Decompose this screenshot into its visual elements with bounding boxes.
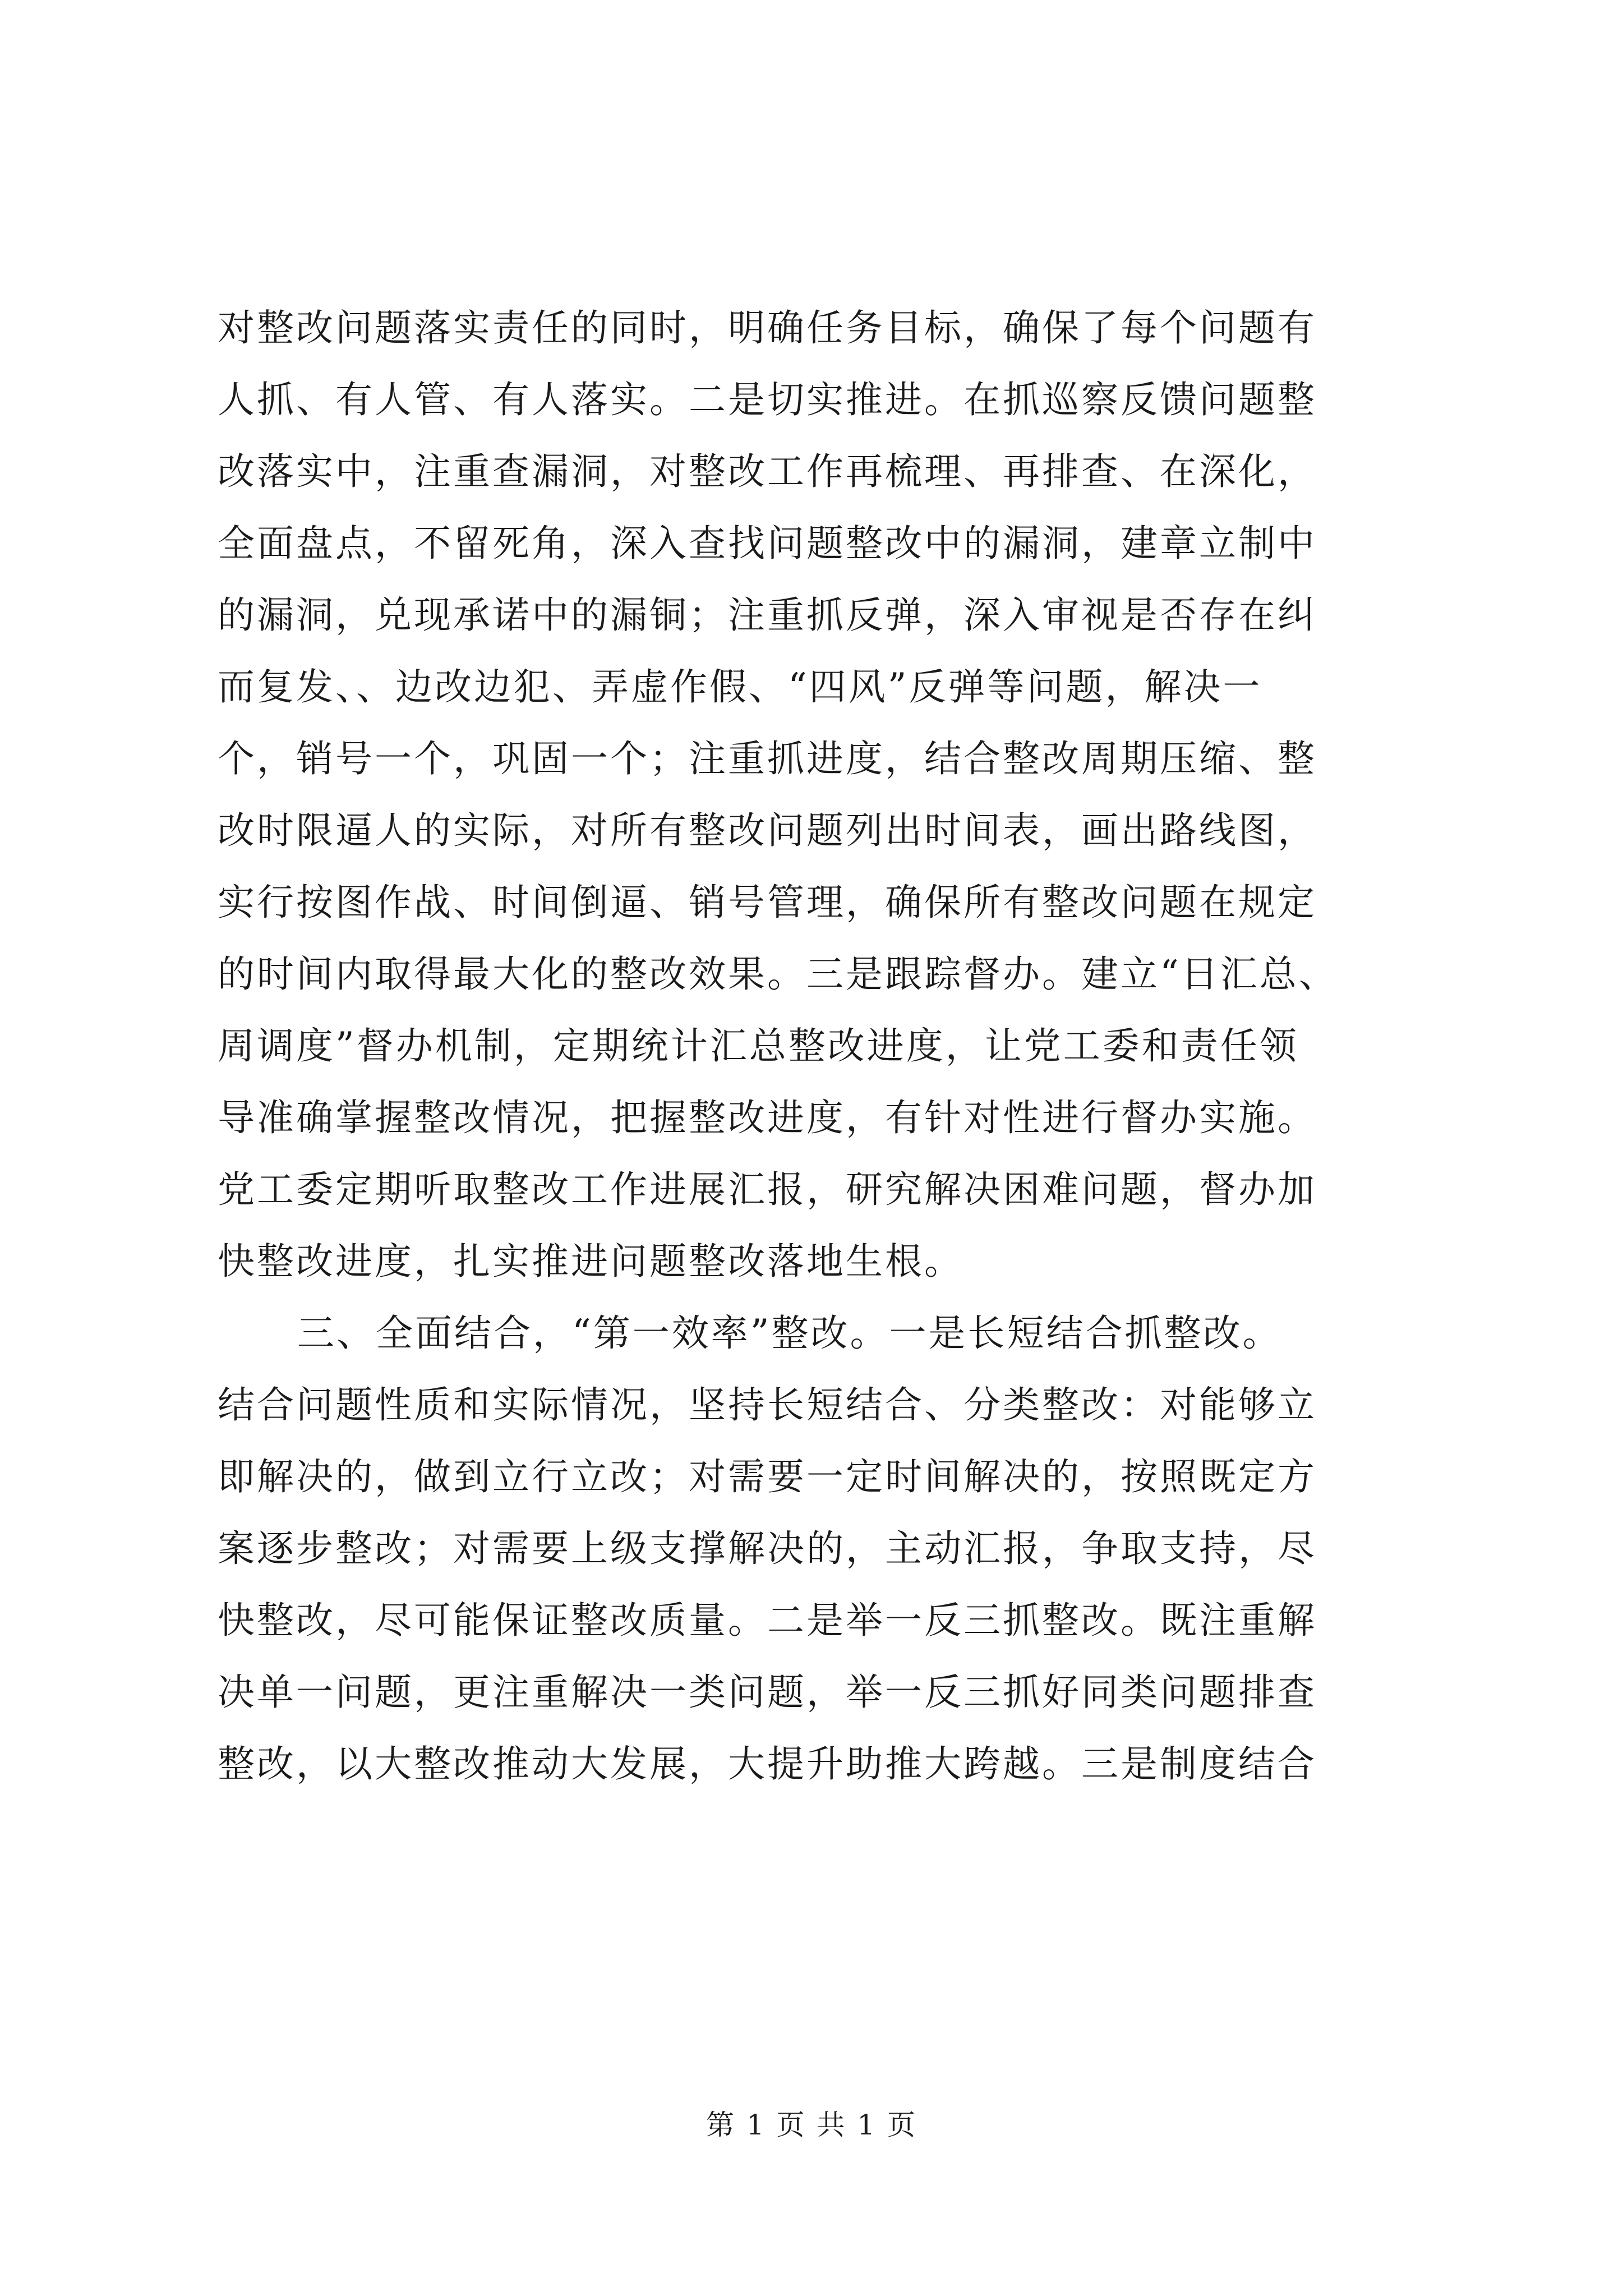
text-line: 整改，以大整改推动大发展，大提升助推大跨越。三是制度结合 <box>218 1742 1317 1786</box>
text-line: 的时间内取得最大化的整改效果。三是跟踪督办。建立“日汇总、 <box>218 953 1338 996</box>
text-line: 快整改，尽可能保证整改质量。二是举一反三抓整改。既注重解 <box>218 1599 1317 1642</box>
text-line: 个，销号一个，巩固一个；注重抓进度，结合整改周期压缩、整 <box>218 737 1317 780</box>
text-line: 的漏洞，兑现承诺中的漏铜；注重抓反弹，深入审视是否存在纠 <box>218 593 1317 637</box>
text-line: 结合问题性质和实际情况，坚持长短结合、分类整改：对能够立 <box>218 1383 1317 1427</box>
text-line: 全面盘点，不留死角，深入查找问题整改中的漏洞，建章立制中 <box>218 522 1317 565</box>
text-line: 党工委定期听取整改工作进展汇报，研究解决困难问题，督办加 <box>218 1168 1317 1211</box>
document-body <box>218 292 1423 1800</box>
text-line: 决单一问题，更注重解决一类问题，举一反三抓好同类问题排查 <box>218 1671 1317 1714</box>
text-line: 改时限逼人的实际，对所有整改问题列出时间表，画出路线图， <box>218 809 1317 852</box>
text-line: 对整改问题落实责任的同时，明确任务目标，确保了每个问题有 <box>218 306 1317 349</box>
text-line: 即解决的，做到立行立改；对需要一定时间解决的，按照既定方 <box>218 1455 1317 1498</box>
text-line: 导准确掌握整改情况，把握整改进度，有针对性进行督办实施。 <box>218 1096 1317 1139</box>
text-line: 而复发、、边改边犯、弄虚作假、“四风”反弹等问题，解决一 <box>218 665 1262 708</box>
text-line: 周调度”督办机制，定期统计汇总整改进度，让党工委和责任领 <box>218 1024 1299 1068</box>
text-line: 改落实中，注重查漏洞，对整改工作再梳理、再排查、在深化， <box>218 450 1317 493</box>
text-line: 快整改进度，扎实推进问题整改落地生根。 <box>218 1240 963 1283</box>
text-line: 人抓、有人管、有人落实。二是切实推进。在抓巡察反馈问题整 <box>218 378 1317 421</box>
text-line: 案逐步整改；对需要上级支撑解决的，主动汇报，争取支持，尽 <box>218 1527 1317 1570</box>
text-line: 实行按图作战、时间倒逼、销号管理，确保所有整改问题在规定 <box>218 881 1317 924</box>
page-footer: 第 1 页 共 1 页 <box>706 2109 917 2141</box>
text-line: 三、全面结合，“第一效率”整改。一是长短结合抓整改。 <box>297 1312 1282 1355</box>
